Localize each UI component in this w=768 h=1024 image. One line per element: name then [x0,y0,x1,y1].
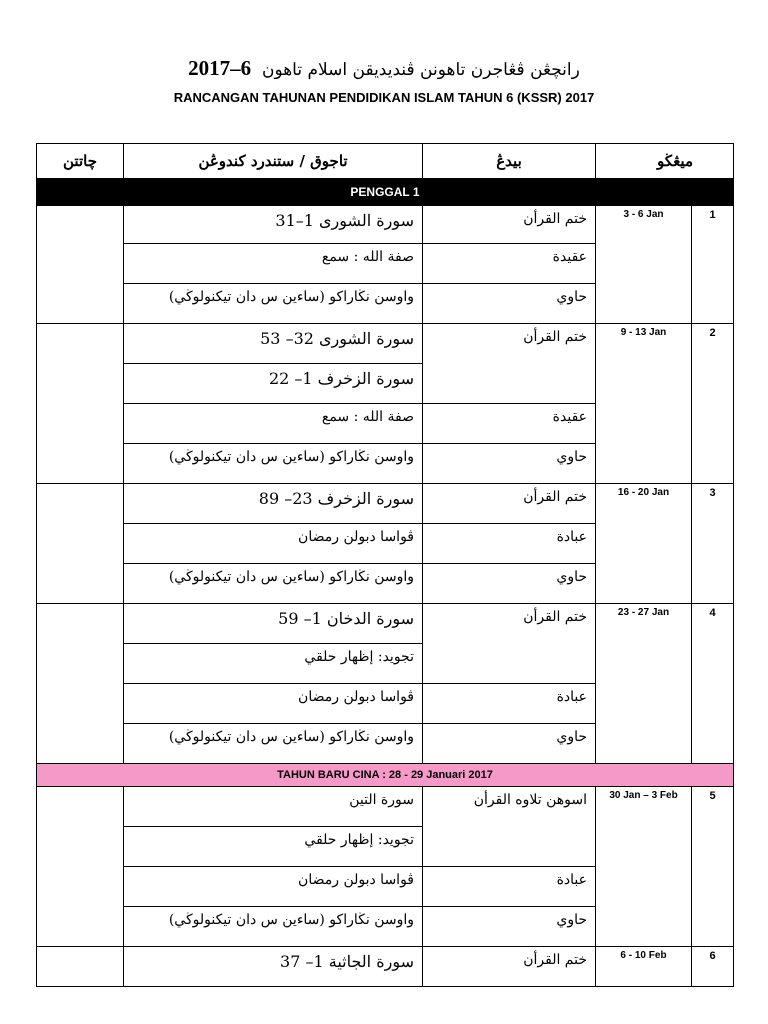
topic-cell: عقيدة [423,404,596,444]
content-cell: سورة الجاثية 1– 37 [124,947,423,987]
yearly-plan-table [36,143,734,987]
title-year: 6–2017 [188,56,252,80]
holiday-band-row [37,764,734,787]
table-row [37,324,734,364]
header-week: ميڠڬو [596,144,734,179]
content-cell: سورة التين [124,787,423,827]
week-number: 1 [692,206,734,324]
content-cell: ڤواسا دبولن رمضان [124,867,423,907]
content-cell: واوسن نڬاراكو (ساءين س دان تيكنولوڬي) [124,907,423,947]
notes-cell [37,604,124,764]
table-row [37,604,734,644]
topic-cell: عبادة [423,524,596,564]
table-row [37,484,734,524]
topic-cell: عبادة [423,684,596,724]
week-number: 3 [692,484,734,604]
topic-cell: عبادة [423,867,596,907]
week-date: 6 - 10 Feb [596,947,692,987]
week-number: 5 [692,787,734,947]
content-cell: ڤواسا دبولن رمضان [124,684,423,724]
week-number: 4 [692,604,734,764]
topic-cell: عقيدة [423,244,596,284]
notes-cell [37,947,124,987]
topic-cell: ختم القرأن [423,484,596,524]
table-row [37,787,734,827]
notes-cell [37,484,124,604]
table-row [37,947,734,987]
holiday-band: TAHUN BARU CINA : 28 - 29 Januari 2017 [37,764,734,787]
term-band: PENGGAL 1 [37,179,734,206]
content-cell: سورة الدخان 1– 59 [124,604,423,644]
content-cell: سورة الشورى 1–31 [124,206,423,244]
week-date: 9 - 13 Jan [596,324,692,484]
week-date: 23 - 27 Jan [596,604,692,764]
content-cell: صفة الله : سمع [124,404,423,444]
topic-cell: حاوي [423,444,596,484]
notes-cell [37,787,124,947]
content-cell: واوسن نڬاراكو (ساءين س دان تيكنولوڬي) [124,444,423,484]
week-number: 2 [692,324,734,484]
notes-cell [37,324,124,484]
term-band-row [37,179,734,206]
notes-cell [37,206,124,324]
header-topic: بيدڠ [423,144,596,179]
topic-cell: ختم القرأن [423,324,596,404]
topic-cell: حاوي [423,724,596,764]
table-header-row [37,144,734,179]
content-cell: واوسن نڬاراكو (ساءين س دان تيكنولوڬي) [124,284,423,324]
document-title-latin: RANCANGAN TAHUNAN PENDIDIKAN ISLAM TAHUN 6 (KSSR) 2017 [173,90,595,105]
week-date: 30 Jan – 3 Feb [596,787,692,947]
header-content: تاجوق / ستندرد كندوڠن [124,144,423,179]
content-cell: سورة الزخرف 23– 89 [124,484,423,524]
topic-cell: اسوهن تلاوه القرأن [423,787,596,867]
header-notes: چاتتن [37,144,124,179]
topic-cell: حاوي [423,284,596,324]
content-cell: واوسن نڬاراكو (ساءين س دان تيكنولوڬي) [124,564,423,604]
week-date: 3 - 6 Jan [596,206,692,324]
topic-cell: حاوي [423,564,596,604]
title-arabic-text: رانچڠن ڤڠاجرن تاهونن ڤنديديقن اسلام تاهون [261,60,580,80]
content-cell: سورة الشورى 32– 53 [124,324,423,364]
topic-cell: حاوي [423,907,596,947]
topic-cell: ختم القرأن [423,604,596,684]
content-cell: صفة الله : سمع [124,244,423,284]
content-cell: سورة الزخرف 1– 22 [124,364,423,404]
content-cell: تجويد: إظهار حلقي [124,827,423,867]
week-date: 16 - 20 Jan [596,484,692,604]
content-cell: ڤواسا دبولن رمضان [124,524,423,564]
content-cell: واوسن نڬاراكو (ساءين س دان تيكنولوڬي) [124,724,423,764]
topic-cell: ختم القرأن [423,206,596,244]
week-number: 6 [692,947,734,987]
document-title-arabic [0,56,768,81]
table-row [37,206,734,244]
topic-cell: ختم القرأن [423,947,596,987]
content-cell: تجويد: إظهار حلقي [124,644,423,684]
